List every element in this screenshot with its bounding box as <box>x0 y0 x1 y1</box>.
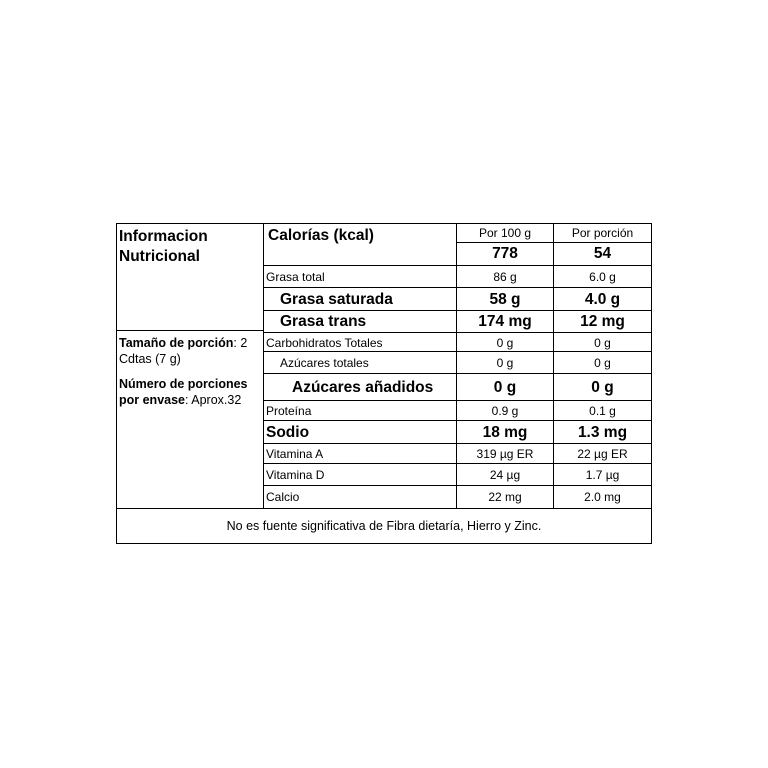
nutrition-facts-table <box>116 223 652 544</box>
nutrient-label: Vitamina A <box>266 447 324 461</box>
nutrient-label: Vitamina D <box>266 468 325 482</box>
nutrient-perportion: 0.1 g <box>589 404 616 418</box>
servings-per-container <box>119 376 263 408</box>
nutrient-perportion: 12 mg <box>580 313 625 330</box>
nutrient-per100: 0 g <box>493 378 517 396</box>
nutrient-per100: 58 g <box>489 290 521 308</box>
portion-label: Tamaño de porción <box>119 336 234 350</box>
calories-label: Calorías (kcal) <box>268 227 374 244</box>
nutrient-per100: 86 g <box>493 270 517 284</box>
nutrient-perportion: 0 g <box>591 378 614 396</box>
nutrient-per100: 18 mg <box>482 423 528 441</box>
nutrient-perportion: 22 µg ER <box>577 447 628 461</box>
col-header-per100: Por 100 g <box>478 226 532 240</box>
calories-per100: 778 <box>492 245 518 262</box>
nutrient-perportion: 0 g <box>594 335 611 350</box>
nutrient-perportion: 0 g <box>594 356 611 370</box>
info-title-line2: Nutricional <box>119 248 200 265</box>
nutrient-per100: 319 µg ER <box>476 447 534 461</box>
nutrient-label: Grasa total <box>266 270 325 284</box>
col-header-perportion: Por porción <box>571 226 634 240</box>
nutrient-perportion: 6.0 g <box>589 270 616 284</box>
divider <box>117 330 264 331</box>
nutrient-label: Grasa saturada <box>280 290 393 308</box>
nutrient-label: Proteína <box>266 404 312 418</box>
nutrient-per100: 22 mg <box>488 490 522 504</box>
nutrient-per100: 24 µg <box>489 468 521 482</box>
nutrient-perportion: 4.0 g <box>584 290 621 308</box>
servings-label: Número de porciones por envase <box>119 377 248 407</box>
nutrient-label: Azúcares añadidos <box>292 378 434 396</box>
nutrient-per100: 0 g <box>496 335 514 350</box>
portion-value: : 2 Cdtas (7 g) <box>119 336 248 366</box>
nutrient-perportion: 2.0 mg <box>584 490 621 504</box>
nutrient-per100: 0.9 g <box>491 404 519 418</box>
portion-size <box>119 335 263 367</box>
nutrient-label: Grasa trans <box>280 313 367 330</box>
nutrient-per100: 174 mg <box>478 313 532 330</box>
nutrient-perportion: 1.7 µg <box>585 468 620 482</box>
divider <box>117 508 651 509</box>
divider <box>456 242 651 243</box>
nutrient-label: Sodio <box>266 423 310 441</box>
calories-perportion: 54 <box>593 245 612 262</box>
nutrient-per100: 0 g <box>496 356 514 370</box>
info-title-line1: Informacion <box>119 228 208 245</box>
footer-note: No es fuente significativa de Fibra dietaría, Hierro y Zinc. <box>226 518 542 533</box>
servings-value: : Aprox.32 <box>185 393 242 407</box>
nutrient-perportion: 1.3 mg <box>577 423 628 441</box>
nutrient-label: Azúcares totales <box>280 356 369 370</box>
info-title <box>119 227 208 267</box>
nutrient-label: Carbohidratos Totales <box>266 335 383 350</box>
nutrient-label: Calcio <box>266 490 300 504</box>
